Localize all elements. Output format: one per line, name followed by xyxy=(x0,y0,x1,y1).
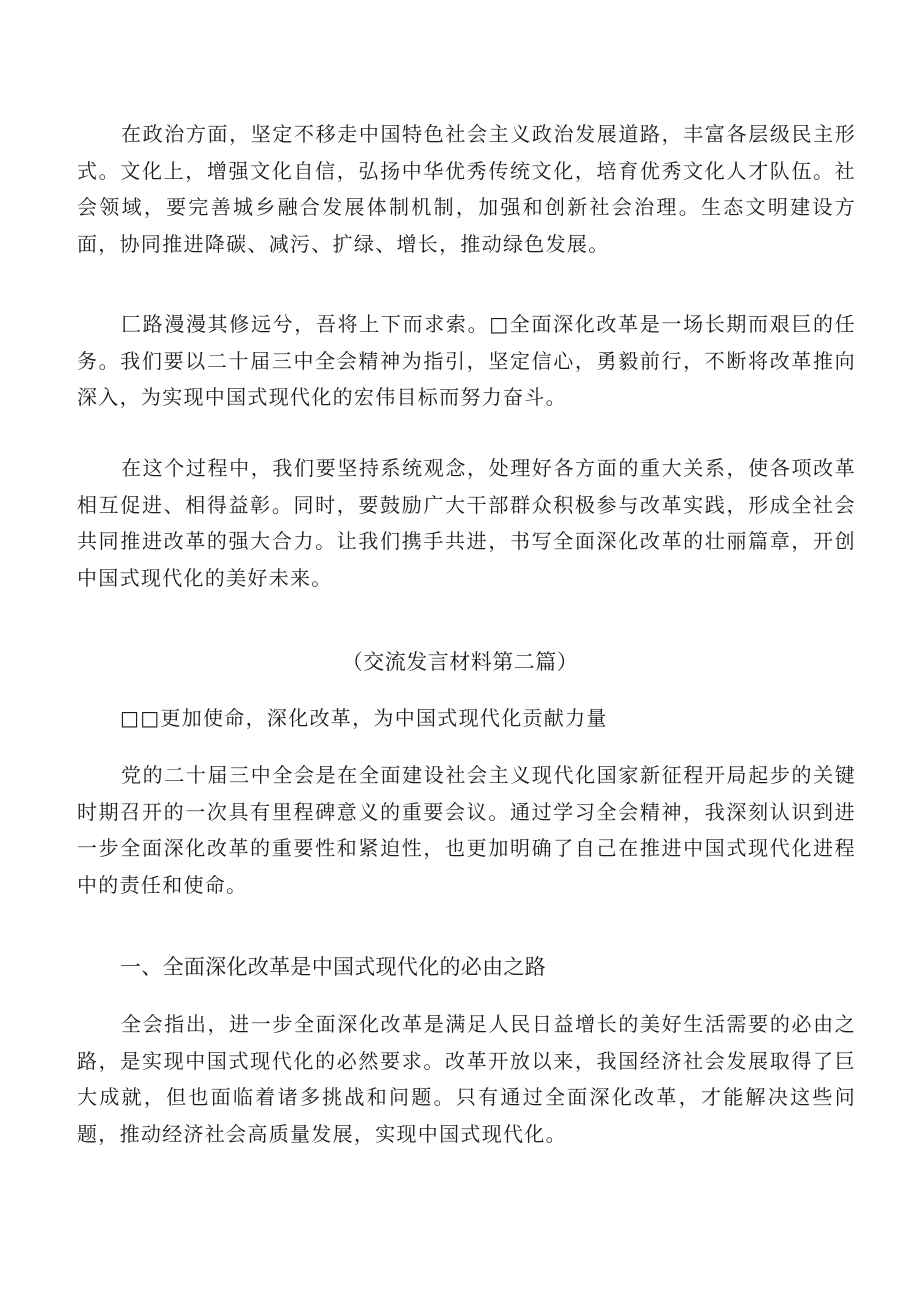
section-heading-1: 一、全面深化改革是中国式现代化的必由之路 xyxy=(120,955,546,979)
paragraph-plenary-session: 党的二十届三中全会是在全面建设社会主义现代化国家新征程开局起步的关键时期召开的一次具有里程碑意义的重要会议。通过学习全会精神，我深刻认识到进一步全面深化改革的重要性和紧迫性，也更加明确了自己在推进中国式现代化进程中的责任和使命。 xyxy=(77,763,856,897)
paragraph-system-view: 在这个过程中，我们要坚持系统观念，处理好各方面的重大关系，使各项改革相互促进、相得益彰。同时，要鼓励广大干部群众积极参与改革实践，形成全社会共同推进改革的强大合力。让我们携手共进，书写全面深化改革的壮丽篇章，开创中国式现代化的美好未来。 xyxy=(77,456,856,590)
document-subtitle: （交流发言材料第二篇） xyxy=(341,650,579,674)
paragraph-necessary-path: 全会指出，进一步全面深化改革是满足人民日益增长的美好生活需要的必由之路，是实现中国式现代化的必然要求。改革开放以来，我国经济社会发展取得了巨大成就，但也面临着诸多挑战和问题。只有通过全面深化改革，才能解决这些问题，推动经济社会高质量发展，实现中国式现代化。 xyxy=(77,1012,856,1146)
speech-title: □□更加使命，深化改革，为中国式现代化贡献力量 xyxy=(120,706,608,730)
paragraph-long-road: 匚路漫漫其修远兮，吾将上下而求索。□全面深化改革是一场长期而艰巨的任务。我们要以二十届三中全会精神为指引，坚定信心，勇毅前行，不断将改革推向深入，为实现中国式现代化的宏伟目标而努力奋斗。 xyxy=(77,312,856,409)
paragraph-politics-culture: 在政治方面，坚定不移走中国特色社会主义政治发展道路，丰富各层级民主形式。文化上，增强文化自信，弘扬中华优秀传统文化，培育优秀文化人才队伍。社会领域，要完善城乡融合发展体制机制，加强和创新社会治理。生态文明建设方面，协同推进降碳、减污、扩绿、增长，推动绿色发展。 xyxy=(77,122,856,256)
